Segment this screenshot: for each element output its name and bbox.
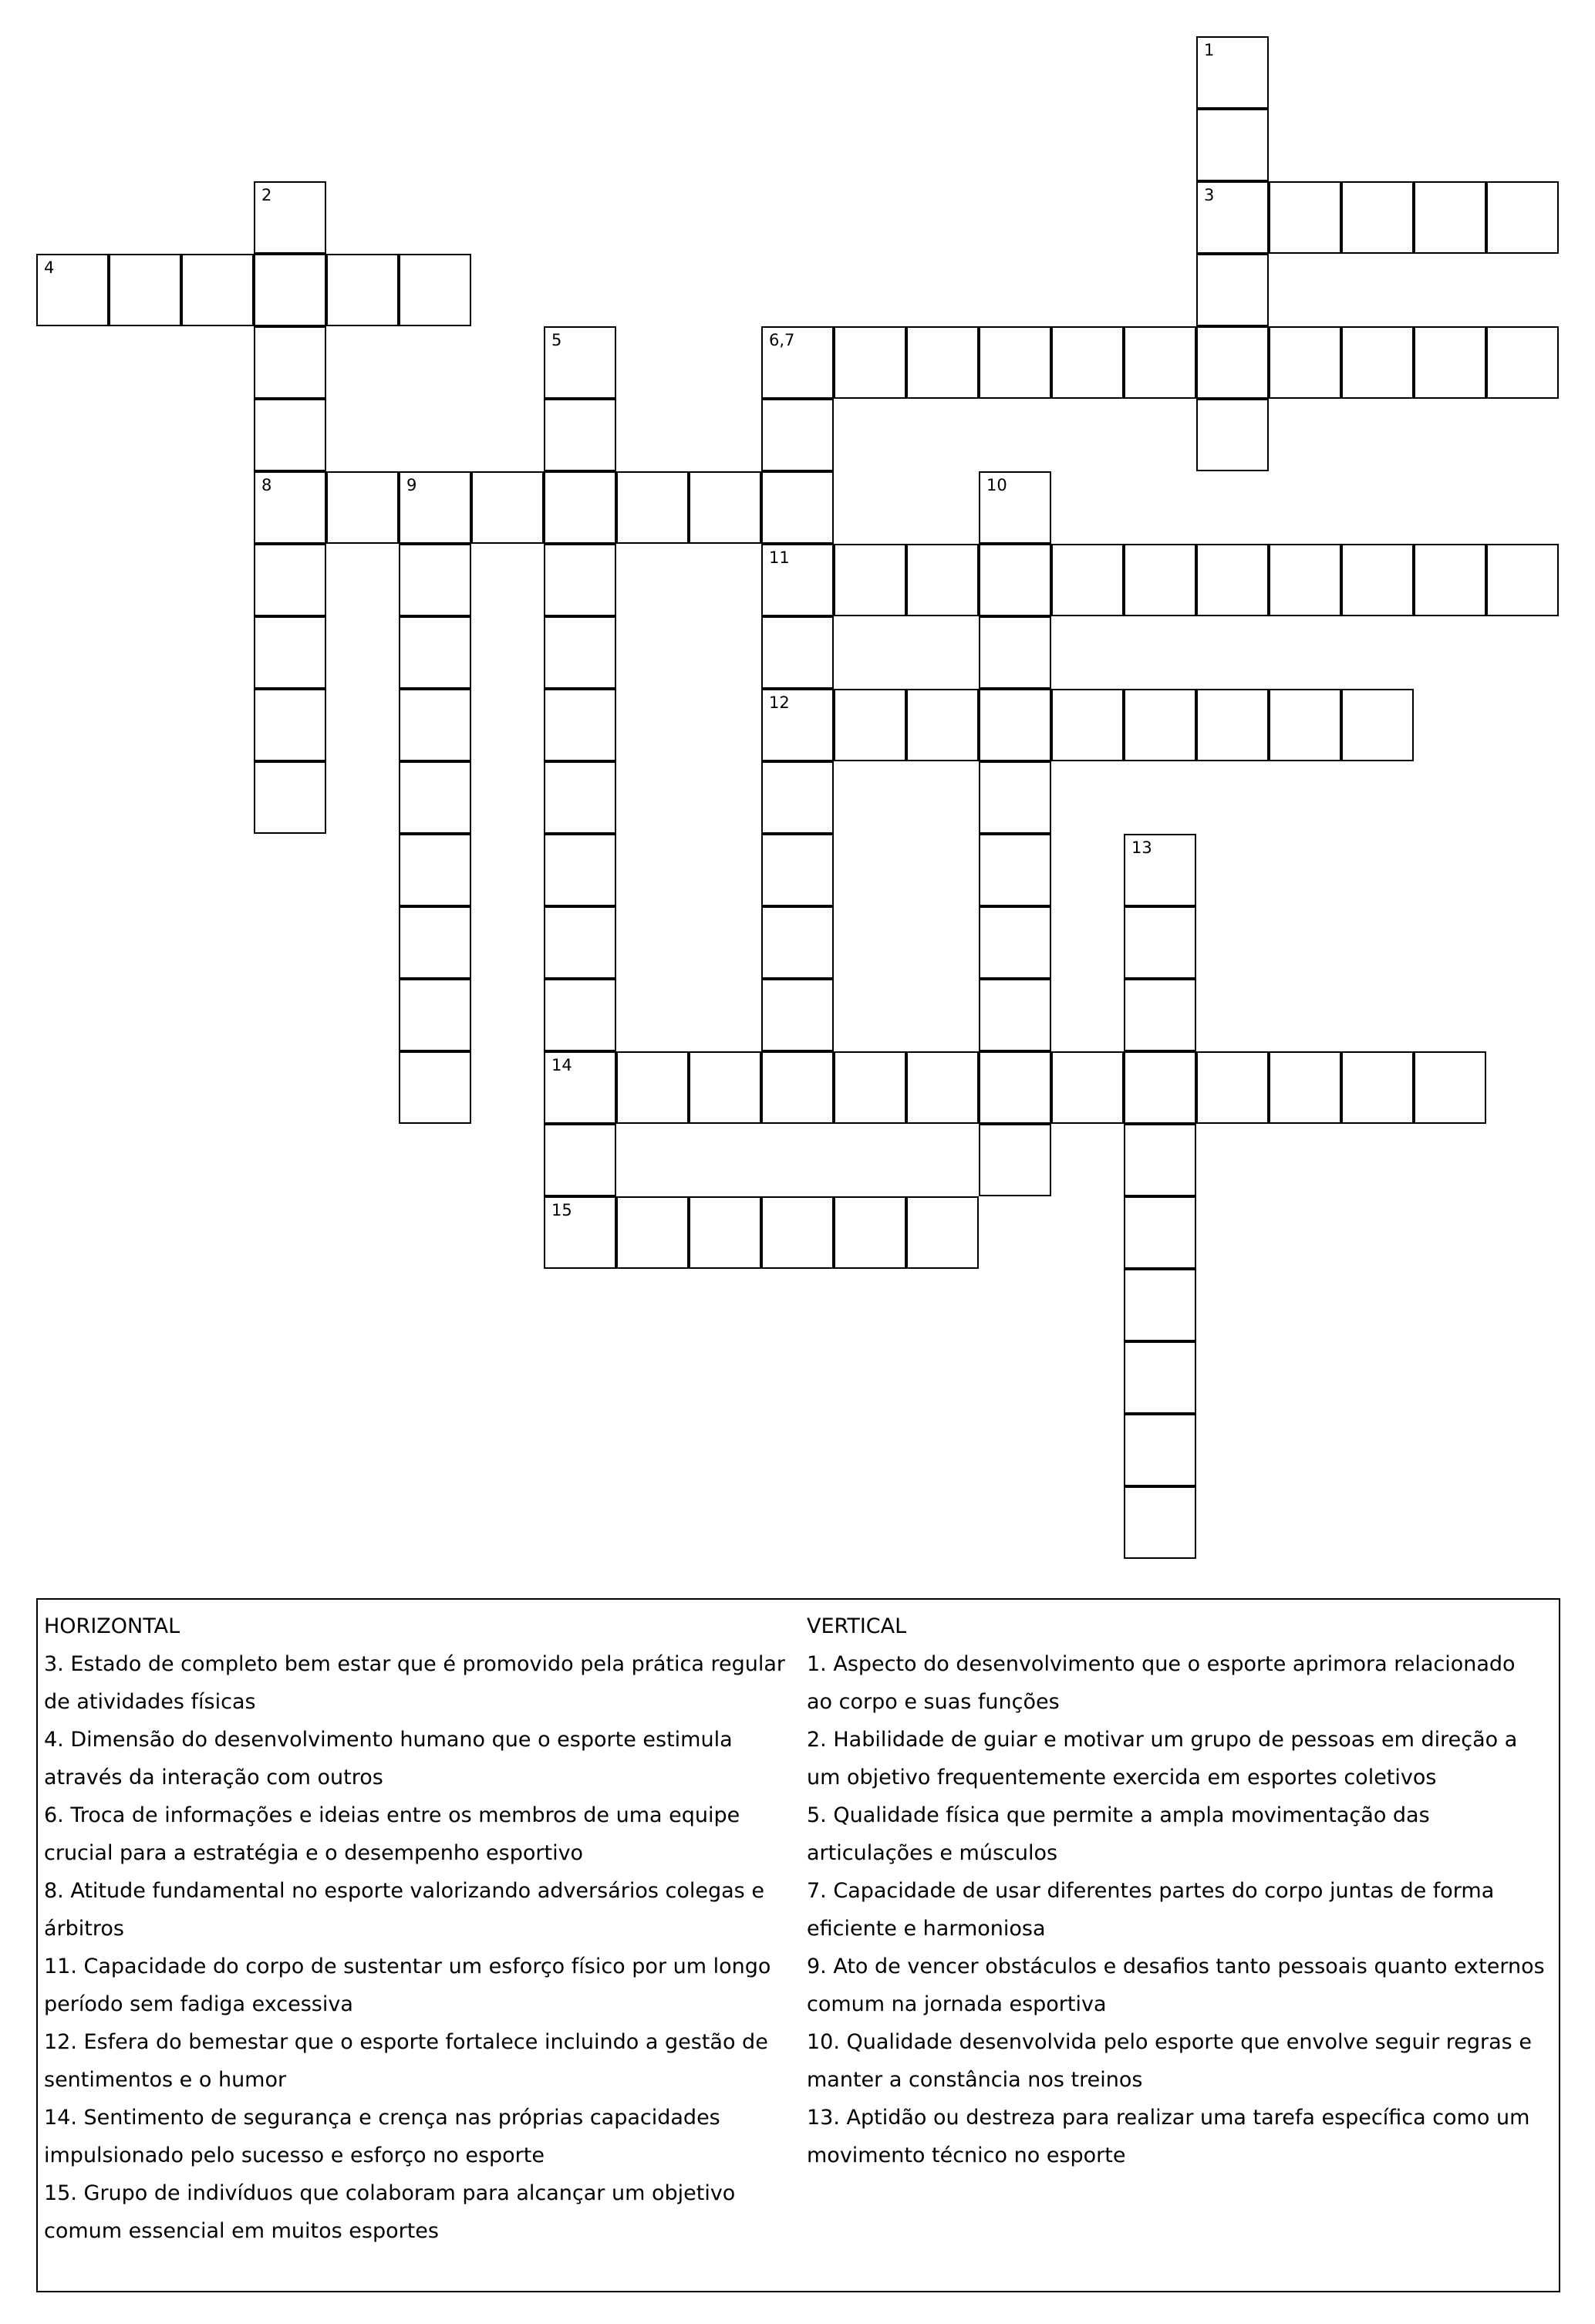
grid-cell[interactable] <box>1124 1196 1196 1269</box>
clue-number-9: 9 <box>406 476 417 494</box>
grid-cell[interactable] <box>1124 544 1196 616</box>
grid-cell[interactable] <box>544 616 616 689</box>
grid-cell[interactable] <box>834 689 906 761</box>
clue-number-10: 10 <box>986 476 1007 494</box>
grid-cell[interactable] <box>761 834 834 906</box>
grid-cell[interactable] <box>1196 326 1269 399</box>
grid-cell[interactable] <box>544 1196 616 1269</box>
grid-cell[interactable] <box>1196 254 1269 326</box>
grid-cell[interactable] <box>1341 181 1414 254</box>
clue-h-3: 3. Estado de completo bem estar que é promovido pela prática regular de atividades físicas <box>44 1652 785 1714</box>
grid-cell[interactable] <box>689 1196 761 1269</box>
grid-cell[interactable] <box>1269 544 1341 616</box>
clue-number-1: 1 <box>1204 41 1215 59</box>
grid-cell[interactable] <box>979 616 1051 689</box>
grid-cell[interactable] <box>1124 979 1196 1051</box>
grid-cell[interactable] <box>1269 689 1341 761</box>
horizontal-clues <box>44 1607 796 2250</box>
grid-cell[interactable] <box>399 906 471 979</box>
grid-cell[interactable] <box>544 906 616 979</box>
grid-cell[interactable] <box>834 1051 906 1124</box>
grid-cell[interactable] <box>906 689 979 761</box>
clue-number-13: 13 <box>1131 838 1152 857</box>
clue-h-14: 14. Sentimento de segurança e crença nas próprias capacidades impulsionado pelo sucesso e esforço no esporte <box>44 2106 720 2167</box>
grid-cell[interactable] <box>1124 1124 1196 1196</box>
grid-cell[interactable] <box>544 834 616 906</box>
grid-cell[interactable] <box>544 761 616 834</box>
grid-cell[interactable] <box>544 979 616 1051</box>
grid-cell[interactable] <box>1051 1051 1124 1124</box>
grid-cell[interactable] <box>1414 1051 1486 1124</box>
grid-cell[interactable] <box>761 689 834 761</box>
grid-cell[interactable] <box>1124 1341 1196 1414</box>
grid-cell[interactable] <box>979 326 1051 399</box>
grid-cell[interactable] <box>399 471 471 544</box>
grid-cell[interactable] <box>399 689 471 761</box>
grid-cell[interactable] <box>979 1051 1051 1124</box>
grid-cell[interactable] <box>109 254 181 326</box>
grid-cell[interactable] <box>254 254 326 326</box>
grid-cell[interactable] <box>399 544 471 616</box>
grid-cell[interactable] <box>254 326 326 399</box>
grid-cell[interactable] <box>254 616 326 689</box>
grid-cell[interactable] <box>1051 544 1124 616</box>
grid-cell[interactable] <box>689 1051 761 1124</box>
clue-number-8: 8 <box>261 476 272 494</box>
grid-cell[interactable] <box>326 471 399 544</box>
clues-box <box>36 1598 1560 2292</box>
grid-cell[interactable] <box>834 326 906 399</box>
grid-cell[interactable] <box>544 544 616 616</box>
grid-cell[interactable] <box>761 544 834 616</box>
clue-number-5: 5 <box>551 331 562 349</box>
grid-cell[interactable] <box>399 1051 471 1124</box>
clue-v-5: 5. Qualidade física que permite a ampla movimentação das articulações e músculos <box>807 1803 1430 1865</box>
grid-cell[interactable] <box>1269 181 1341 254</box>
grid-cell[interactable] <box>906 1051 979 1124</box>
clue-number-15: 15 <box>551 1201 572 1219</box>
grid-cell[interactable] <box>979 471 1051 544</box>
clue-v-7: 7. Capacidade de usar diferentes partes do corpo juntas de forma eficiente e harmoniosa <box>807 1879 1495 1941</box>
vertical-heading: VERTICAL <box>807 1614 907 1638</box>
grid-cell[interactable] <box>979 906 1051 979</box>
grid-cell[interactable] <box>1051 689 1124 761</box>
grid-cell[interactable] <box>979 834 1051 906</box>
vertical-clues <box>807 1607 1547 2174</box>
grid-cell[interactable] <box>1124 689 1196 761</box>
grid-cell[interactable] <box>1269 326 1341 399</box>
grid-cell[interactable] <box>1196 109 1269 181</box>
grid-cell[interactable] <box>1486 326 1559 399</box>
grid-cell[interactable] <box>1196 181 1269 254</box>
grid-cell[interactable] <box>254 181 326 254</box>
grid-cell[interactable] <box>471 471 544 544</box>
grid-cell[interactable] <box>544 326 616 399</box>
clue-h-15: 15. Grupo de indivíduos que colaboram para alcançar um objetivo comum essencial em muitos esportes <box>44 2181 736 2243</box>
grid-cell[interactable] <box>979 1124 1051 1196</box>
grid-cell[interactable] <box>399 761 471 834</box>
grid-cell[interactable] <box>761 326 834 399</box>
grid-cell[interactable] <box>399 834 471 906</box>
grid-cell[interactable] <box>761 761 834 834</box>
grid-cell[interactable] <box>1051 326 1124 399</box>
grid-cell[interactable] <box>181 254 254 326</box>
grid-cell[interactable] <box>1124 1269 1196 1341</box>
grid-cell[interactable] <box>761 906 834 979</box>
grid-cell[interactable] <box>979 761 1051 834</box>
grid-cell[interactable] <box>254 544 326 616</box>
grid-cell[interactable] <box>1486 544 1559 616</box>
clue-h-11: 11. Capacidade do corpo de sustentar um esforço físico por um longo período sem fadiga excessiva <box>44 1955 771 2016</box>
grid-cell[interactable] <box>689 471 761 544</box>
grid-cell[interactable] <box>616 1051 689 1124</box>
grid-cell[interactable] <box>1341 326 1414 399</box>
grid-cell[interactable] <box>1414 544 1486 616</box>
grid-cell[interactable] <box>1124 1051 1196 1124</box>
clue-v-9: 9. Ato de vencer obstáculos e desafios tanto pessoais quanto externos comum na jornada esportiva <box>807 1955 1545 2016</box>
grid-cell[interactable] <box>979 689 1051 761</box>
grid-cell[interactable] <box>1196 36 1269 109</box>
grid-cell[interactable] <box>979 979 1051 1051</box>
clue-v-13: 13. Aptidão ou destreza para realizar uma tarefa específica como um movimento técnico no esporte <box>807 2106 1530 2167</box>
grid-cell[interactable] <box>399 979 471 1051</box>
clue-number-67: 6,7 <box>769 331 795 349</box>
grid-cell[interactable] <box>1124 906 1196 979</box>
grid-cell[interactable] <box>254 471 326 544</box>
grid-cell[interactable] <box>399 254 471 326</box>
grid-cell[interactable] <box>254 761 326 834</box>
grid-cell[interactable] <box>761 1196 834 1269</box>
horizontal-heading: HORIZONTAL <box>44 1614 180 1638</box>
clue-h-4: 4. Dimensão do desenvolvimento humano que o esporte estimula através da interação com outros <box>44 1728 733 1789</box>
grid-cell[interactable] <box>761 1051 834 1124</box>
grid-cell[interactable] <box>616 471 689 544</box>
grid-cell[interactable] <box>906 326 979 399</box>
grid-cell[interactable] <box>326 254 399 326</box>
clue-v-1: 1. Aspecto do desenvolvimento que o esporte aprimora relacionado ao corpo e suas funções <box>807 1652 1516 1714</box>
grid-cell[interactable] <box>906 544 979 616</box>
grid-cell[interactable] <box>761 616 834 689</box>
grid-cell[interactable] <box>1486 181 1559 254</box>
clue-number-14: 14 <box>551 1056 572 1074</box>
grid-cell[interactable] <box>36 254 109 326</box>
grid-cell[interactable] <box>1196 689 1269 761</box>
grid-cell[interactable] <box>834 1196 906 1269</box>
clue-v-2: 2. Habilidade de guiar e motivar um grupo de pessoas em direção a um objetivo frequentemente exercida em esportes coletivos <box>807 1728 1518 1789</box>
clue-h-8: 8. Atitude fundamental no esporte valorizando adversários colegas e árbitros <box>44 1879 764 1941</box>
grid-cell[interactable] <box>254 689 326 761</box>
grid-cell[interactable] <box>544 399 616 471</box>
grid-cell[interactable] <box>979 544 1051 616</box>
clue-number-12: 12 <box>769 693 790 712</box>
clue-h-12: 12. Esfera do bemestar que o esporte fortalece incluindo a gestão de sentimentos e o humor <box>44 2030 768 2092</box>
grid-cell[interactable] <box>906 1196 979 1269</box>
grid-cell[interactable] <box>544 1051 616 1124</box>
clue-number-3: 3 <box>1204 186 1215 204</box>
clue-number-11: 11 <box>769 548 790 567</box>
grid-cell[interactable] <box>616 1196 689 1269</box>
grid-cell[interactable] <box>399 616 471 689</box>
clue-number-2: 2 <box>261 186 272 204</box>
grid-cell[interactable] <box>1414 326 1486 399</box>
grid-cell[interactable] <box>1124 1486 1196 1559</box>
clue-number-4: 4 <box>44 258 55 277</box>
grid-cell[interactable] <box>1414 181 1486 254</box>
clue-v-10: 10. Qualidade desenvolvida pelo esporte que envolve seguir regras e manter a constância nos treinos <box>807 2030 1532 2092</box>
grid-cell[interactable] <box>254 399 326 471</box>
grid-cell[interactable] <box>544 471 616 544</box>
grid-cell[interactable] <box>1269 1051 1341 1124</box>
clue-h-6: 6. Troca de informações e ideias entre os membros de uma equipe crucial para a estratégia e o desempenho esportivo <box>44 1803 740 1865</box>
grid-cell[interactable] <box>1341 689 1414 761</box>
grid-cell[interactable] <box>1124 1414 1196 1486</box>
grid-cell[interactable] <box>1341 1051 1414 1124</box>
grid-cell[interactable] <box>1124 326 1196 399</box>
grid-cell[interactable] <box>1341 544 1414 616</box>
grid-cell[interactable] <box>1124 834 1196 906</box>
grid-cell[interactable] <box>544 1124 616 1196</box>
grid-cell[interactable] <box>1196 1051 1269 1124</box>
grid-cell[interactable] <box>761 979 834 1051</box>
grid-cell[interactable] <box>1196 399 1269 471</box>
grid-cell[interactable] <box>834 544 906 616</box>
grid-cell[interactable] <box>761 399 834 471</box>
grid-cell[interactable] <box>1196 544 1269 616</box>
grid-cell[interactable] <box>761 471 834 544</box>
grid-cell[interactable] <box>544 689 616 761</box>
